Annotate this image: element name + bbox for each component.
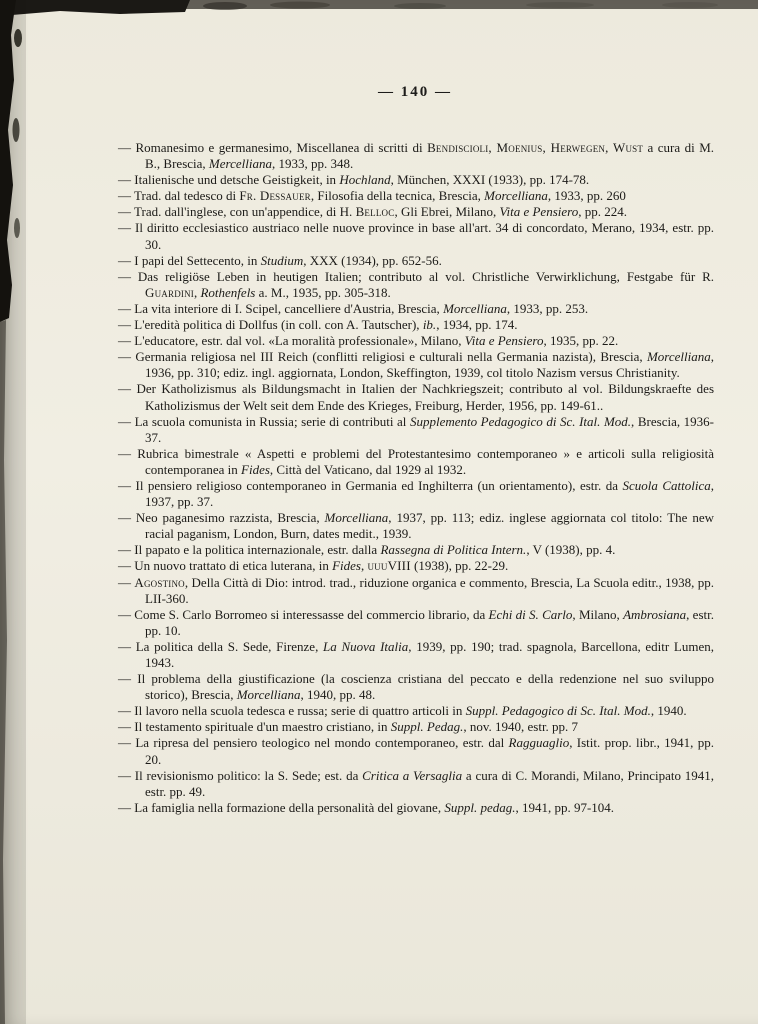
bibliography-entry xyxy=(118,220,714,252)
entry-text: — Das religiöse Leben in heutigen Italien; contributo al vol. Christliche Verwirklichung, Festgabe für R. xyxy=(118,268,714,284)
title-text: Fides xyxy=(241,461,270,477)
title-text: Morcelliana xyxy=(236,687,301,703)
title-text: Morcelliana xyxy=(443,300,507,316)
bibliography-entry xyxy=(118,204,714,220)
bibliography-entry xyxy=(118,446,714,478)
bibliography-entry xyxy=(118,140,714,172)
bibliography-entry xyxy=(118,639,714,671)
entry-text: , Filosofia della tecnica, Brescia, xyxy=(310,188,485,204)
bibliography-entry xyxy=(118,558,714,574)
entry-text: , 1936, pp. 310; ediz. ingl. aggiornata, London, Skeffington, 1939, col titolo Nazism versus Christianity. xyxy=(145,349,714,381)
page-number: — 140 — xyxy=(378,84,452,100)
title-text: Studium xyxy=(260,252,304,268)
title-text: Suppl. Pedagogico di Sc. Ital. Mod. xyxy=(465,703,651,719)
title-text: ib. xyxy=(422,317,437,333)
bibliography-entry xyxy=(118,301,714,317)
entry-text: , 1937, pp. 113; ediz. inglese aggiornata col titolo: The new racial paganism, London, Burn, dates medit., 1939. xyxy=(145,510,714,542)
title-text: Morcelliana xyxy=(646,349,711,365)
entry-text: , 1939, pp. 190; trad. spagnola, Barcellona, editr Lumen, 1943. xyxy=(145,638,714,670)
entry-text: , 1933, pp. 253. xyxy=(506,300,589,316)
title-text: Vita e Pensiero xyxy=(464,333,544,349)
entry-text: — Romanesimo e germanesimo, Miscellanea di scritti di xyxy=(118,140,428,155)
entry-text: , 1940. xyxy=(650,703,687,719)
entry-text: — Il lavoro nella scuola tedesca e russa; serie di quattro articoli in xyxy=(118,703,466,719)
entry-text: — Neo paganesimo razzista, Brescia, xyxy=(118,510,325,526)
title-text: Morcelliana xyxy=(324,510,389,526)
entry-text: a. M., 1935, pp. 305-318. xyxy=(255,284,391,300)
entry-text: — Trad. dal tedesco di xyxy=(118,188,240,204)
title-text: Hochland xyxy=(339,172,391,188)
author-name: Belloc xyxy=(355,204,395,220)
entry-text: , xyxy=(193,284,201,300)
title-text: Suppl. pedag. xyxy=(444,799,516,815)
entry-text: — Il revisionismo politico: la S. Sede; est. da xyxy=(118,767,363,783)
bibliography-entry xyxy=(118,542,714,558)
entry-text: , Milano, xyxy=(572,606,624,622)
entry-text: , 1935, pp. 22. xyxy=(543,333,619,349)
entry-text: — I papi del Settecento, in xyxy=(118,252,261,268)
entry-text: , Istit. prop. libr., 1941, pp. 20. xyxy=(145,735,714,767)
title-text: Suppl. Pedag. xyxy=(390,719,464,735)
title-text: Ambrosiana xyxy=(623,606,687,622)
title-text: La Nuova Italia xyxy=(323,638,409,654)
title-text: Mercelliana xyxy=(208,156,272,172)
bibliography-entry xyxy=(118,478,714,510)
entry-text: , pp. 224. xyxy=(578,204,627,220)
entry-text: , 1937, pp. 37. xyxy=(145,477,714,510)
entry-text: — Il diritto ecclesiastico austriaco nelle nuove province in base all'art. 34 di concordato, Merano, 1934, estr. pp. 30. xyxy=(118,220,714,252)
bibliography-entry xyxy=(118,381,714,413)
entry-text: , München, XXXI (1933), pp. 174-78. xyxy=(390,172,590,188)
bibliography-entry xyxy=(118,575,714,607)
bibliography-entry xyxy=(118,719,714,735)
entry-text: a cura di C. Morandi, Milano, Principato 1941, estr. pp. 49. xyxy=(145,767,715,799)
title-text: Rassegna di Politica Intern. xyxy=(380,542,527,558)
title-text: Supplemento Pedagogico di Sc. Ital. Mod. xyxy=(409,413,632,429)
entry-text: , 1940, pp. 48. xyxy=(300,687,376,703)
entry-text: — La famiglia nella formazione della personalità del giovane, xyxy=(118,799,445,815)
entry-text: — Un nuovo trattato di etica luterana, in xyxy=(118,558,333,574)
bibliography-entry xyxy=(118,768,714,800)
bibliography-entry xyxy=(118,269,714,301)
entry-text: , xyxy=(360,558,368,574)
entry-text: — Come S. Carlo Borromeo si interessasse del commercio librario, da xyxy=(118,606,489,622)
entry-text: — Il papato e la politica internazionale, estr. dalla xyxy=(118,542,381,558)
entry-text: , V (1938), pp. 4. xyxy=(526,542,616,558)
author-name: uuuVIII xyxy=(367,558,411,574)
entry-text: (1938), pp. 22-29. xyxy=(410,558,509,574)
entry-text: , Città del Vaticano, dal 1929 al 1932. xyxy=(269,461,467,477)
title-text: Echi di S. Carlo xyxy=(488,606,573,622)
entry-text: — La politica della S. Sede, Firenze, xyxy=(118,638,324,654)
entry-text: , estr. pp. 10. xyxy=(145,606,714,638)
entry-text: — La scuola comunista in Russia; serie di contributi al xyxy=(118,413,410,429)
author-name: Agostino xyxy=(134,574,185,590)
entry-text: — Il problema della giustificazione (la coscienza cristiana del peccato e della redenzione nel suo sviluppo storico), Brescia, xyxy=(118,671,714,703)
entry-text: , XXX (1934), pp. 652-56. xyxy=(303,252,442,268)
bibliography-entry xyxy=(118,172,714,188)
title-text: Scuola Cattolica xyxy=(622,477,711,493)
bibliography-entry xyxy=(118,317,714,333)
bibliography-entry xyxy=(118,800,714,816)
entry-text: , nov. 1940, estr. pp. 7 xyxy=(463,719,579,735)
entry-text: , 1933, pp. 260 xyxy=(547,188,626,204)
title-text: Rothenfels xyxy=(200,284,256,300)
bibliography-entry xyxy=(118,349,714,381)
entry-text: — Rubrica bimestrale « Aspetti e problemi del Protestantesimo contemporaneo » e articoli sulla religiosità contemporanea in xyxy=(118,445,714,477)
bibliography-entry xyxy=(118,188,714,204)
entry-text: — Il pensiero religioso contemporaneo in Germania ed Inghilterra (un orientamento), estr. da xyxy=(118,477,623,493)
entry-text: — Der Katholizismus als Bildungsmacht in Italien der Nachkriegszeit; contributo al vol. Bildungskraefte des Katholizismus der Welt seit dem Ende des Krieges, Freiburg, Herder, 1956, pp. 149-61.. xyxy=(118,381,714,413)
author-name: Bendiscioli, Moenius, Herwegen, Wust xyxy=(427,140,644,155)
title-text: Critica a Versaglia xyxy=(362,767,463,783)
title-text: Morcelliana xyxy=(484,188,548,204)
author-name: Fr. Dessauer xyxy=(239,188,311,204)
title-text: Vita e Pensiero xyxy=(499,204,579,220)
entry-text: — L'eredità politica di Dollfus (in coll. con A. Tautscher), xyxy=(118,317,423,333)
title-text: Ragguaglio xyxy=(508,735,570,751)
entry-text: — La ripresa del pensiero teologico nel mondo contemporaneo, estr. dal xyxy=(118,735,509,751)
entry-text: , Brescia, 1936-37. xyxy=(145,413,714,445)
entry-text: — L'educatore, estr. dal vol. «La moralità professionale», Milano, xyxy=(118,333,465,349)
entry-text: — Germania religiosa nel III Reich (conflitti religiosi e culturali nella Germania nazista), Brescia, xyxy=(118,349,647,365)
bibliography-entry xyxy=(118,333,714,349)
bibliography-entry xyxy=(118,703,714,719)
entry-text: — Trad. dall'inglese, con un'appendice, di H. xyxy=(118,204,356,220)
entry-text: — La vita interiore di I. Scipel, cancelliere d'Austria, Brescia, xyxy=(118,300,444,316)
entry-text: — xyxy=(118,574,135,590)
bibliography-entry xyxy=(118,671,714,703)
entry-text: , 1933, pp. 348. xyxy=(271,156,354,172)
bibliography-entry xyxy=(118,414,714,446)
entry-text: — Il testamento spirituale d'un maestro cristiano, in xyxy=(118,719,391,735)
bibliography-entry xyxy=(118,253,714,269)
bibliography-entry xyxy=(118,735,714,767)
bibliography-list xyxy=(118,140,714,816)
entry-text: — Italienische und detsche Geistigkeit, in xyxy=(118,172,340,188)
author-name: Guardini xyxy=(145,284,194,300)
title-text: Fides xyxy=(332,558,361,574)
bibliography-entry xyxy=(118,510,714,542)
entry-text: a cura di M. B., Brescia, xyxy=(145,140,715,172)
entry-text: , 1941, pp. 97-104. xyxy=(515,799,615,815)
entry-text: , Della Città di Dio: introd. trad., riduzione organica e commento, Brescia, La Scuola editr., 1938, pp. LII-360. xyxy=(145,574,714,606)
bibliography-entry xyxy=(118,607,714,639)
entry-text: , 1934, pp. 174. xyxy=(436,317,518,333)
entry-text: , Gli Ebrei, Milano, xyxy=(394,204,500,220)
